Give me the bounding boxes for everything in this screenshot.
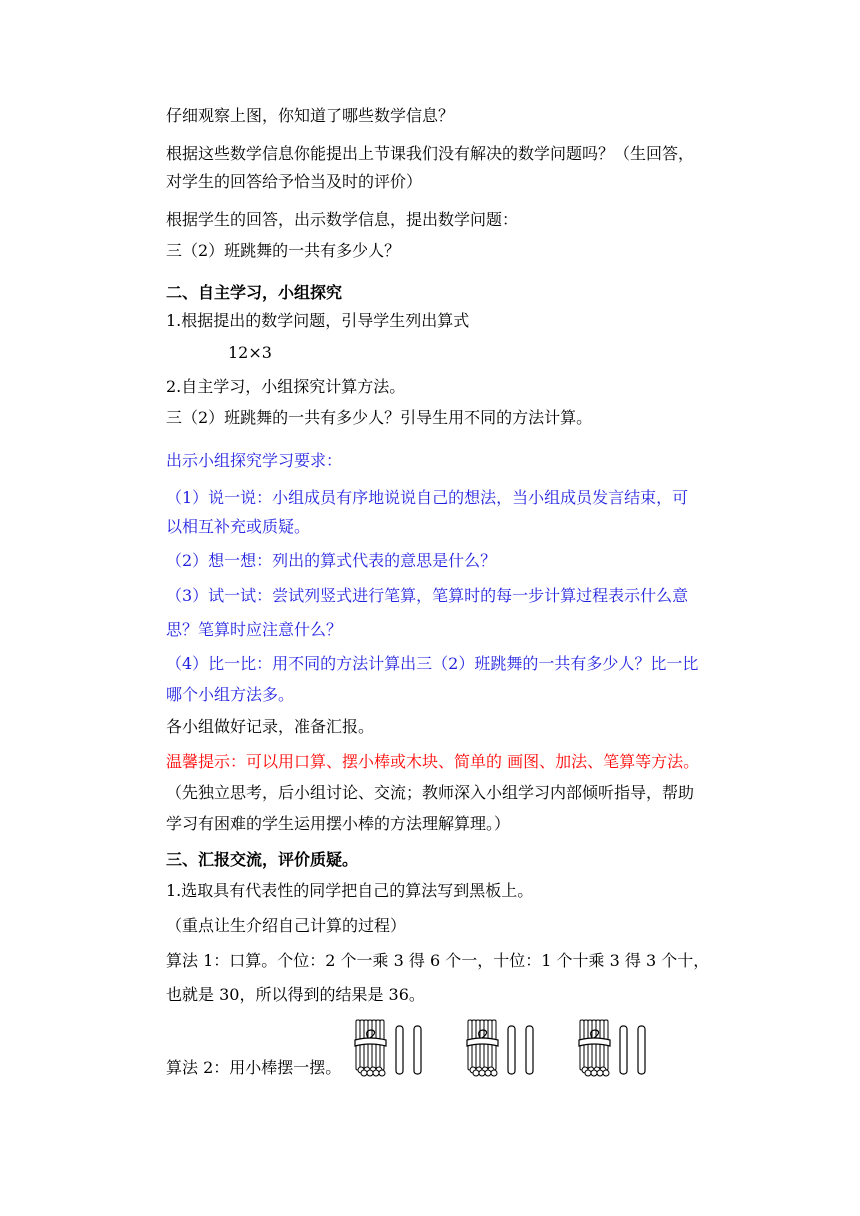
warm-tip: 温馨提示：可以用口算、摆小棒或木块、简单的 画图、加法、笔算等方法。 — [166, 752, 700, 771]
equation: 12×3 — [228, 343, 272, 362]
single-stick — [414, 1026, 421, 1074]
paragraph-different-methods: 三（2）班跳舞的一共有多少人？引导生用不同的方法计算。 — [166, 408, 593, 427]
paragraph-record: 各小组做好记录，准备汇报。 — [166, 717, 375, 736]
requirements-heading: 出示小组探究学习要求： — [166, 451, 343, 470]
single-stick — [396, 1026, 403, 1074]
paragraph-observe: 仔细观察上图，你知道了哪些数学信息？ — [166, 106, 455, 125]
stick-group — [467, 1020, 533, 1076]
step-1: 1.根据提出的数学问题，引导学生列出算式 — [166, 311, 470, 330]
single-stick — [620, 1026, 627, 1074]
paragraph-question-line1: 根据这些数学信息你能提出上节课我们没有解决的数学问题吗？（生回答， — [166, 144, 695, 163]
paragraph-note-line2: 学习有困难的学生运用摆小棒的方法理解算理。） — [166, 814, 511, 833]
requirement-1-line2: 以相互补充或质疑。 — [166, 517, 311, 536]
requirement-4-line2: 哪个小组方法多。 — [166, 685, 295, 704]
paragraph-note-line1: （先独立思考，后小组讨论、交流；教师深入小组学习内部倾听指导，帮助 — [166, 783, 695, 802]
single-stick — [638, 1026, 645, 1074]
requirement-1-line1: （1）说一说：小组成员有序地说说自己的想法，当小组成员发言结束，可 — [166, 488, 689, 507]
single-stick — [526, 1026, 533, 1074]
method-1-line2: 也就是 30，所以得到的结果是 36。 — [166, 985, 425, 1004]
requirement-2: （2）想一想：列出的算式代表的意思是什么？ — [166, 551, 497, 570]
paragraph-problem: 三（2）班跳舞的一共有多少人？ — [166, 241, 401, 260]
paragraph-question-line2: 对学生的回答给予恰当及时的评价） — [166, 172, 423, 191]
section-heading-2: 二、自主学习，小组探究 — [166, 283, 343, 302]
report-step-1: 1.选取具有代表性的同学把自己的算法写到黑板上。 — [166, 881, 534, 900]
bundle-of-ten-sticks — [467, 1020, 498, 1076]
method-2: 算法 2：用小棒摆一摆。 — [166, 1058, 342, 1077]
bundle-of-ten-sticks — [355, 1020, 386, 1076]
requirement-3-line2: 思？笔算时应注意什么？ — [166, 620, 343, 639]
stick-bundles-figure — [354, 1016, 674, 1078]
stick-group — [579, 1020, 645, 1076]
step-2: 2.自主学习，小组探究计算方法。 — [166, 377, 406, 396]
paragraph-show-info: 根据学生的回答，出示数学信息，提出数学问题： — [166, 210, 519, 229]
requirement-3-line1: （3）试一试：尝试列竖式进行笔算，笔算时的每一步计算过程表示什么意 — [166, 586, 689, 605]
bundle-of-ten-sticks — [579, 1020, 610, 1076]
section-heading-3: 三、汇报交流，评价质疑。 — [166, 850, 359, 869]
method-1-line1: 算法 1：口算。个位：2 个一乘 3 得 6 个一，十位：1 个十乘 3 得 3 个十， — [166, 951, 710, 970]
requirement-4-line1: （4）比一比：用不同的方法计算出三（2）班跳舞的一共有多少人？比一比 — [166, 654, 699, 673]
stick-group — [355, 1020, 421, 1076]
paragraph-emphasis: （重点让生介绍自己计算的过程） — [166, 916, 407, 935]
single-stick — [508, 1026, 515, 1074]
